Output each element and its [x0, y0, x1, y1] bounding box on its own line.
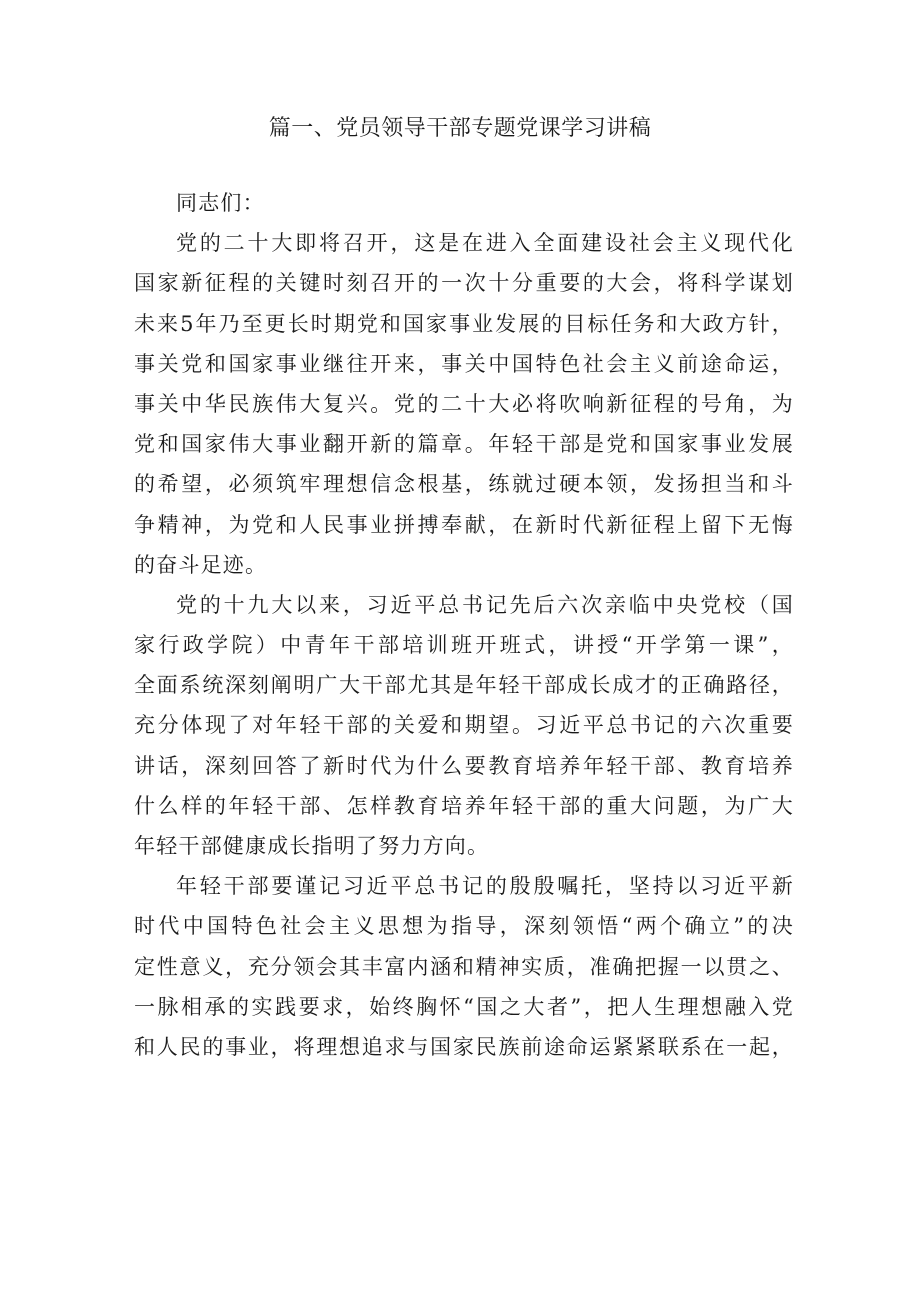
paragraph-line: 年轻干部健康成长指明了努力方向。 [134, 834, 490, 858]
greeting-line: 同志们： [176, 191, 265, 215]
paragraph-line: 讲话，深刻回答了新时代为什么要教育培养年轻干部、教育培养 [134, 753, 794, 778]
paragraph-line: 定性意义，充分领会其丰富内涵和精神实质，准确把握一以贯之、 [134, 954, 794, 979]
paragraph-line: 全面系统深刻阐明广大干部尤其是年轻干部成长成才的正确路径， [134, 673, 794, 698]
paragraph-line: 什么样的年轻干部、怎样教育培养年轻干部的重大问题，为广大 [134, 793, 794, 818]
paragraph-line: 事关中华民族伟大复兴。党的二十大必将吹响新征程的号角，为 [134, 391, 794, 416]
paragraph-line: 党的二十大即将召开，这是在进入全面建设社会主义现代化 [176, 231, 794, 256]
paragraph-line: 的希望，必须筑牢理想信念根基，练就过硬本领，发扬担当和斗 [134, 472, 794, 497]
paragraph-line: 争精神，为党和人民事业拼搏奉献，在新时代新征程上留下无悔 [134, 512, 794, 537]
paragraph-line: 年轻干部要谨记习近平总书记的殷殷嘱托，坚持以习近平新 [176, 874, 794, 899]
paragraph-line: 党的十九大以来，习近平总书记先后六次亲临中央党校（国 [176, 592, 794, 617]
paragraph-line: 和人民的事业，将理想追求与国家民族前途命运紧紧联系在一起， [134, 1034, 794, 1059]
paragraph-line: 时代中国特色社会主义思想为指导，深刻领悟“两个确立”的决 [134, 914, 794, 939]
paragraph-3 [134, 866, 794, 1067]
paragraph-line: 事关党和国家事业继往开来，事关中国特色社会主义前途命运， [134, 351, 794, 376]
paragraph-line: 充分体现了对年轻干部的关爱和期望。习近平总书记的六次重要 [134, 713, 794, 738]
paragraph-line: 家行政学院）中青年干部培训班开班式，讲授“开学第一课”， [134, 633, 794, 658]
paragraph-line: 一脉相承的实践要求，始终胸怀“国之大者”，把人生理想融入党 [134, 994, 794, 1019]
paragraph-2 [134, 585, 794, 866]
paragraph-line: 的奋斗足迹。 [134, 552, 268, 577]
paragraph-1 [134, 223, 794, 585]
paragraph-line: 未来5年乃至更长时期党和国家事业发展的目标任务和大政方针， [134, 311, 794, 336]
paragraph-line: 国家新征程的关键时刻召开的一次十分重要的大会，将科学谋划 [134, 271, 794, 296]
paragraph-line: 党和国家伟大事业翻开新的篇章。年轻干部是党和国家事业发展 [134, 432, 794, 457]
document-title: 篇一、党员领导干部专题党课学习讲稿 [268, 116, 652, 141]
document-body [134, 183, 794, 1067]
